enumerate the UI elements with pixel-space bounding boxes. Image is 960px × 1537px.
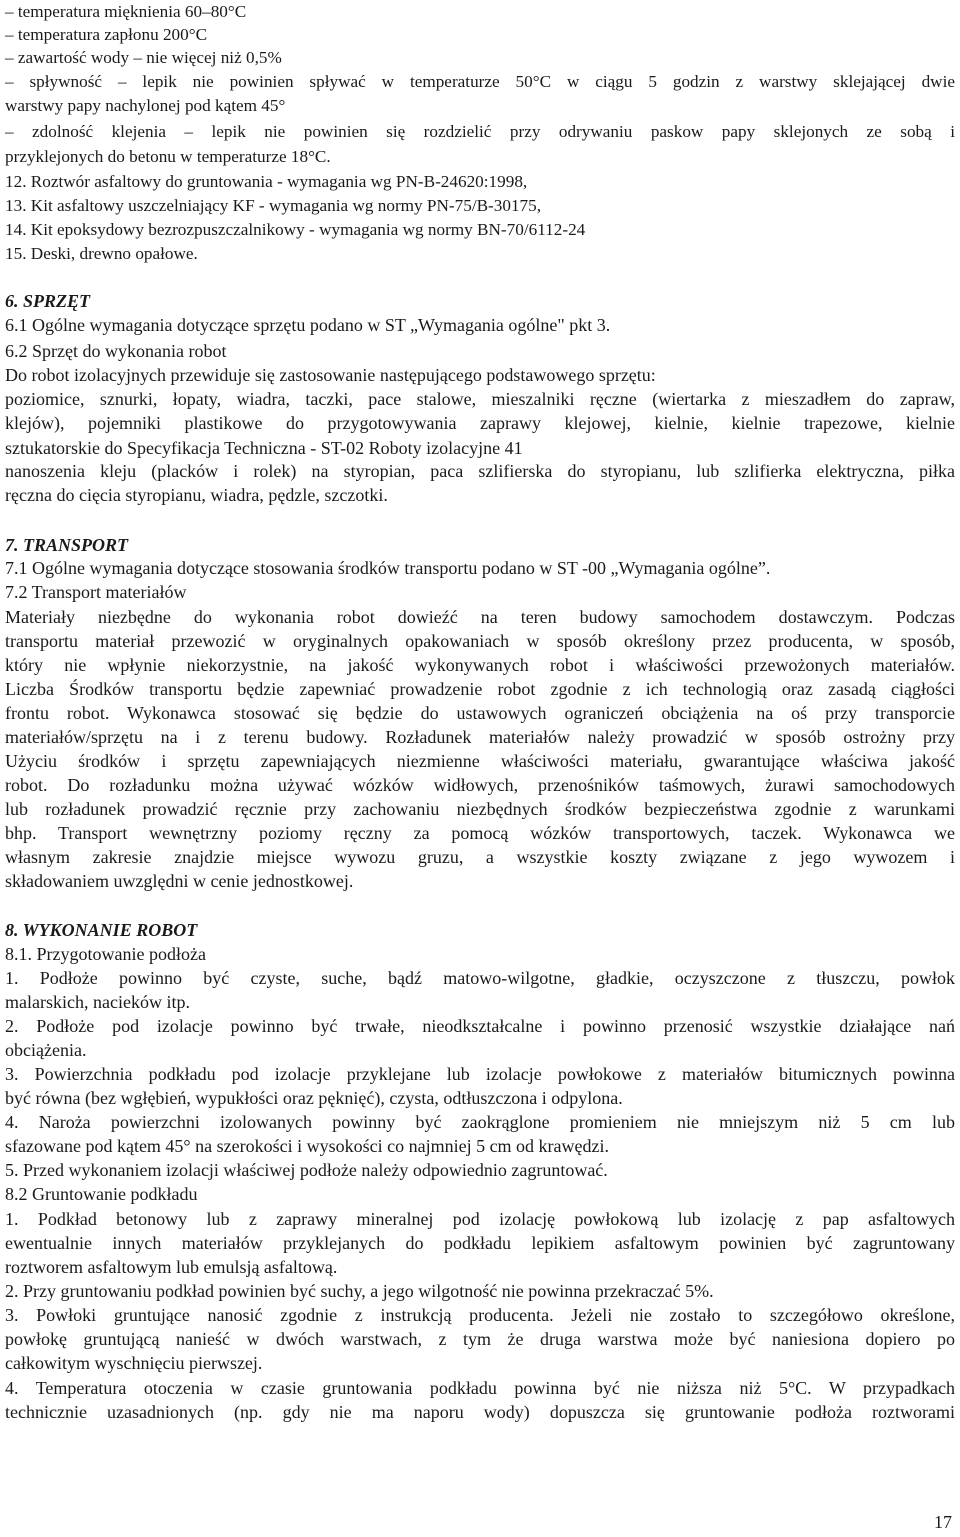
property-flash-point: – temperatura zapłonu 200°C [5,25,208,44]
property-water-content: – zawartość wody – nie więcej niż 0,5% [5,48,282,67]
paragraph-8-2-line: technicznie uzasadnionych (np. gdy nie ma naporu wody) dopuszcza się gruntowanie podłoża roztworami [5,1402,955,1422]
paragraph-6-2-line: ręczna do cięcia styropianu, wiadra, pędzle, szczotki. [5,485,388,505]
paragraph-6-2-line: poziomice, sznurki, łopaty, wiadra, taczki, pace stalowe, mieszalniki ręczne (wiertarka z mieszadłem do zapraw, [5,389,955,409]
paragraph-8-2-line: 3. Powłoki gruntujące nanosić zgodnie z instrukcją producenta. Jeżeli nie zostało to szczegółowo określone, [5,1305,955,1325]
paragraph-8-2-line: roztworem asfaltowym lub emulsją asfaltową. [5,1257,338,1277]
material-item-14: 14. Kit epoksydowy bezrozpuszczalnikowy - wymagania wg normy BN-70/6112-24 [5,220,586,239]
material-item-13: 13. Kit asfaltowy uszczelniający KF - wymagania wg normy PN-75/B-30175, [5,196,542,215]
paragraph-8-2-line: całkowitym wyschnięciu pierwszej. [5,1353,263,1373]
property-flowability-cont: warstwy papy nachylonej pod kątem 45° [5,96,286,115]
paragraph-8-1-line: być równa (bez wgłębień, wypukłości oraz pęknięć), czysta, odtłuszczona i odpylona. [5,1088,623,1108]
property-adhesion-cont: przyklejonych do betonu w temperaturze 18°C. [5,147,331,166]
paragraph-8-2-line: ewentualnie innych materiałów przyklejanych do podkładu lepikiem asfaltowym powinien być zagruntowany [5,1233,955,1253]
property-adhesion: – zdolność klejenia – lepik nie powinien się rozdzielić przy odrywaniu paskow papy sklejonych ze sobą i [5,122,955,141]
paragraph-8-1-line: 5. Przed wykonaniem izolacji właściwej podłoże należy odpowiednio zagruntować. [5,1160,608,1180]
section-6-heading: 6. SPRZĘT [5,291,91,311]
paragraph-8-2-line: 1. Podkład betonowy lub z zaprawy mineralnej pod izolację powłokową lub izolację z pap asfaltowych [5,1209,955,1229]
property-softening-temp: – temperatura mięknienia 60–80°C [5,2,247,21]
paragraph-7-2-line: frontu robot. Wykonawca stosować się będzie do ustawowych ograniczeń obciążenia na oś przy transporcie [5,703,955,723]
paragraph-8-1-line: 2. Podłoże pod izolacje powinno być trwałe, nieodkształcalne i powinno przenosić wszystkie działające nań [5,1016,955,1036]
paragraph-7-2-line: Liczba Środków transportu będzie zapewniać prowadzenie robot zgodnie z ich technologią oraz zasadą ciągłości [5,679,955,699]
paragraph-7-2-title: 7.2 Transport materiałów [5,582,187,602]
material-item-15: 15. Deski, drewno opałowe. [5,244,198,263]
property-flowability: – spływność – lepik nie powinien spływać w temperaturze 50°C w ciągu 5 godzin z warstwy sklejającej dwie [5,72,955,91]
paragraph-8-1-line: 4. Naroża powierzchni izolowanych powinny być zaokrąglone promieniem nie mniejszym niż 5 cm lub [5,1112,955,1132]
paragraph-7-2-line: transportu materiał przewozić w oryginalnych opakowaniach w sposób określony przez producenta, w sposób, [5,631,955,651]
paragraph-7-2-line: który nie wpłynie niekorzystnie, na jakość wykonywanych robot i właściwości przewożonych materiałów. [5,655,955,675]
paragraph-7-2-line: własnym zakresie znajdzie miejsce wywozu gruzu, a wszystkie koszty związane z jego wywozem i [5,847,955,867]
material-item-12: 12. Roztwór asfaltowy do gruntowania - wymagania wg PN-B-24620:1998, [5,172,528,191]
paragraph-6-2-line: nanoszenia kleju (placków i rolek) na styropian, paca szlifierska do styropianu, lub szlifierka elektryczna, piłka [5,461,955,481]
paragraph-6-2-line: sztukatorskie do Specyfikacja Techniczna - ST-02 Roboty izolacyjne 41 [5,438,523,458]
paragraph-7-2-line: materiałów/sprzętu na i z terenu budowy. Rozładunek materiałów należy prowadzić w sposób ostrożny przy [5,727,955,747]
paragraph-8-1-line: sfazowane pod kątem 45° na szerokości i wysokości co najmniej 5 cm od krawędzi. [5,1136,610,1156]
section-7-heading: 7. TRANSPORT [5,535,129,555]
paragraph-7-2-line: lub rozładunek prowadzić ręcznie przy zachowaniu niezbędnych środków bezpieczeństwa zgodnie z warunkami [5,799,955,819]
paragraph-8-1-title: 8.1. Przygotowanie podłoża [5,944,206,964]
paragraph-6-1: 6.1 Ogólne wymagania dotyczące sprzętu podano w ST „Wymagania ogólne" pkt 3. [5,315,611,335]
page-number: 17 [934,1512,952,1532]
paragraph-7-2-line: bhp. Transport wewnętrzny poziomy ręczny za pomocą wózków transportowych, taczek. Wykonawca we [5,823,955,843]
paragraph-8-2-line: powłokę gruntującą nanieść w dwóch warstwach, z tym że druga warstwa może być naniesiona dopiero po [5,1329,955,1349]
paragraph-8-1-line: malarskich, nacieków itp. [5,992,190,1012]
paragraph-8-1-line: obciążenia. [5,1040,87,1060]
paragraph-6-2-line: klejów), pojemniki plastikowe do przygotowywania zaprawy klejowej, kielnie, kielnie trapezowe, kielnie [5,413,955,433]
paragraph-7-1: 7.1 Ogólne wymagania dotyczące stosowania środków transportu podano w ST -00 „Wymagania ogólne”. [5,558,771,578]
paragraph-8-2-title: 8.2 Gruntowanie podkładu [5,1184,198,1204]
paragraph-8-2-line: 4. Temperatura otoczenia w czasie gruntowania podkładu powinna być nie niższa niż 5°C. W przypadkach [5,1378,955,1398]
paragraph-7-2-line: Użyciu środków i sprzętu zapewniających niezmienne właściwości materiału, gwarantujące właściwa jakość [5,751,955,771]
paragraph-8-1-line: 3. Powierzchnia podkładu pod izolacje przyklejane lub izolacje powłokowe z materiałów bitumicznych powinna [5,1064,955,1084]
paragraph-7-2-line: Materiały niezbędne do wykonania robot dowieźć na teren budowy samochodem dostawczym. Podczas [5,607,955,627]
paragraph-6-2-line: Do robot izolacyjnych przewiduje się zastosowanie następującego podstawowego sprzętu: [5,365,656,385]
paragraph-8-1-line: 1. Podłoże powinno być czyste, suche, bądź matowo-wilgotne, gładkie, oczyszczone z tłuszczu, powłok [5,968,955,988]
paragraph-7-2-line: składowaniem uwzględni w cenie jednostkowej. [5,871,354,891]
paragraph-6-2-title: 6.2 Sprzęt do wykonania robot [5,341,227,361]
paragraph-8-2-line: 2. Przy gruntowaniu podkład powinien być suchy, a jego wilgotność nie powinna przekraczać 5%. [5,1281,714,1301]
paragraph-7-2-line: robot. Do rozładunku można używać wózków widłowych, przenośników taśmowych, żurawi samochodowych [5,775,955,795]
section-8-heading: 8. WYKONANIE ROBOT [5,920,198,940]
